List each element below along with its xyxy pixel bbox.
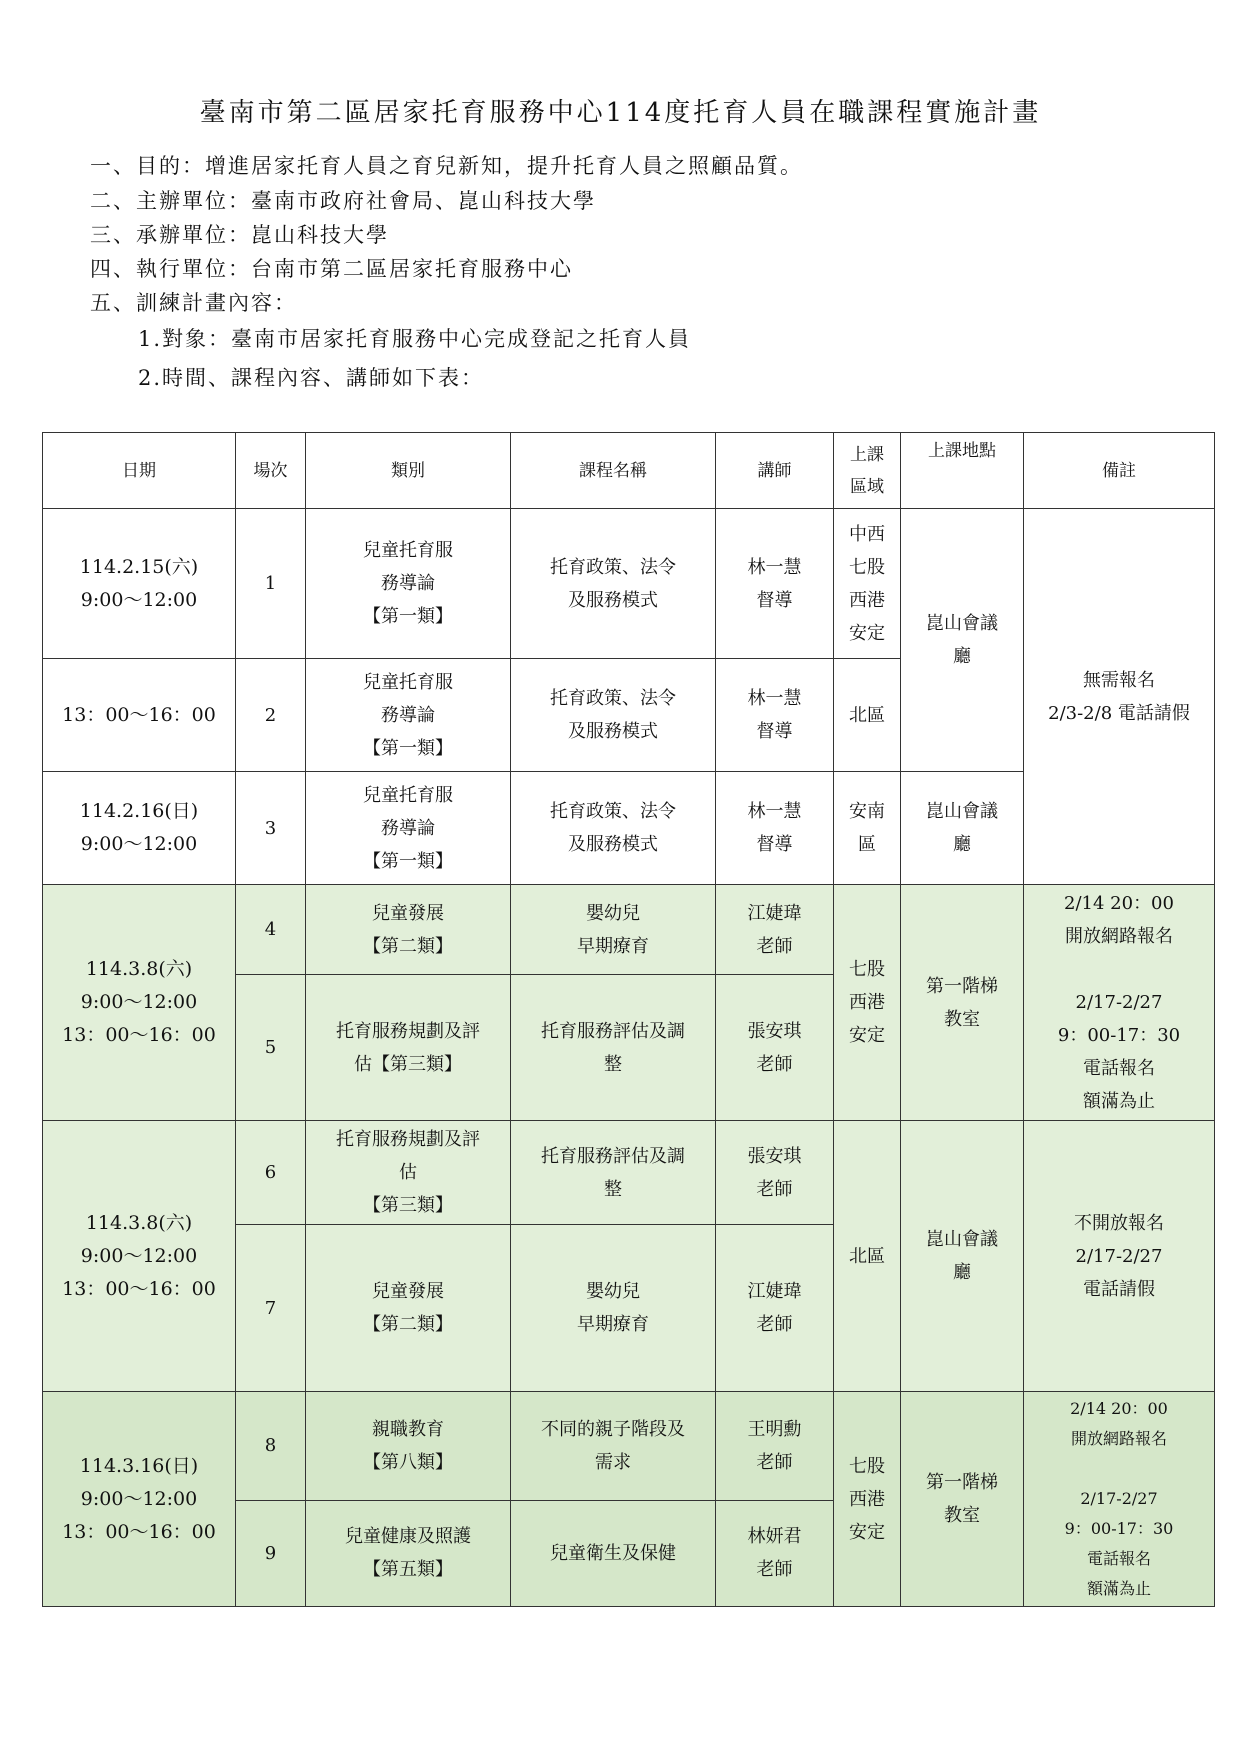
target-subitem: 1.對象：臺南市居家托育服務中心完成登記之托育人員 [138, 327, 692, 351]
table-row [43, 1121, 1215, 1225]
note-cell: 2/14 20：00 開放網路報名 2/17-2/27 9：00-17：30 電話報名 額滿為止 [1024, 885, 1215, 1121]
course-cell: 托育服務評估及調 整 [511, 1121, 716, 1225]
course-cell: 托育服務評估及調 整 [511, 975, 716, 1121]
header-note: 備註 [1024, 433, 1215, 509]
date-cell: 13：00～16：00 [43, 659, 236, 772]
teacher-cell: 王明勳 老師 [716, 1392, 834, 1501]
session-cell: 2 [236, 659, 306, 772]
course-cell: 不同的親子階段及 需求 [511, 1392, 716, 1501]
purpose-item: 一、目的：增進居家托育人員之育兒新知，提升托育人員之照顧品質。 [90, 154, 803, 178]
area-cell: 七股 西港 安定 [834, 1392, 901, 1607]
category-cell: 親職教育 【第八類】 [306, 1392, 511, 1501]
location-cell: 崑山會議 廳 [901, 1121, 1024, 1392]
area-cell: 安南 區 [834, 772, 901, 885]
session-cell: 4 [236, 885, 306, 975]
course-schedule-table [42, 432, 1215, 1607]
teacher-cell: 張安琪 老師 [716, 975, 834, 1121]
course-cell: 兒童衛生及保健 [511, 1500, 716, 1606]
date-cell: 114.2.15(六) 9:00～12:00 [43, 509, 236, 659]
note-cell: 不開放報名 2/17-2/27 電話請假 [1024, 1121, 1215, 1392]
teacher-cell: 林一慧 督導 [716, 659, 834, 772]
date-cell: 114.2.16(日) 9:00～12:00 [43, 772, 236, 885]
header-category: 類別 [306, 433, 511, 509]
training-plan-item: 五、訓練計畫內容： [90, 291, 297, 315]
schedule-subitem: 2.時間、課程內容、講師如下表： [138, 366, 485, 390]
course-cell: 嬰幼兒 早期療育 [511, 885, 716, 975]
header-area: 上課 區域 [834, 433, 901, 509]
page-title: 臺南市第二區居家托育服務中心114度托育人員在職課程實施計畫 [199, 98, 1042, 128]
category-cell: 兒童托育服 務導論 【第一類】 [306, 772, 511, 885]
header-course: 課程名稱 [511, 433, 716, 509]
teacher-cell: 江婕瑋 老師 [716, 1225, 834, 1392]
organizer-item: 二、主辦單位：臺南市政府社會局、崑山科技大學 [90, 189, 596, 213]
header-date: 日期 [43, 433, 236, 509]
area-cell: 中西 七股 西港 安定 [834, 509, 901, 659]
category-cell: 兒童托育服 務導論 【第一類】 [306, 509, 511, 659]
session-cell: 6 [236, 1121, 306, 1225]
note-cell: 無需報名 2/3-2/8 電話請假 [1024, 509, 1215, 885]
course-cell: 托育政策、法令 及服務模式 [511, 509, 716, 659]
session-cell: 7 [236, 1225, 306, 1392]
area-cell: 七股 西港 安定 [834, 885, 901, 1121]
category-cell: 托育服務規劃及評 估【第三類】 [306, 975, 511, 1121]
category-cell: 兒童托育服 務導論 【第一類】 [306, 659, 511, 772]
table-row [43, 509, 1215, 659]
location-cell: 崑山會議 廳 [901, 509, 1024, 772]
category-cell: 托育服務規劃及評 估 【第三類】 [306, 1121, 511, 1225]
date-cell: 114.3.16(日) 9:00～12:00 13：00～16：00 [43, 1392, 236, 1607]
session-cell: 9 [236, 1500, 306, 1606]
course-cell: 嬰幼兒 早期療育 [511, 1225, 716, 1392]
area-cell: 北區 [834, 1121, 901, 1392]
teacher-cell: 林一慧 督導 [716, 509, 834, 659]
date-cell: 114.3.8(六) 9:00～12:00 13：00～16：00 [43, 1121, 236, 1392]
course-cell: 托育政策、法令 及服務模式 [511, 659, 716, 772]
session-cell: 1 [236, 509, 306, 659]
date-cell: 114.3.8(六) 9:00～12:00 13：00～16：00 [43, 885, 236, 1121]
header-teacher: 講師 [716, 433, 834, 509]
session-cell: 5 [236, 975, 306, 1121]
course-cell: 托育政策、法令 及服務模式 [511, 772, 716, 885]
category-cell: 兒童發展 【第二類】 [306, 1225, 511, 1392]
table-row [43, 1392, 1215, 1501]
session-cell: 3 [236, 772, 306, 885]
note-cell: 2/14 20：00 開放網路報名 2/17-2/27 9：00-17：30 電話報名 額滿為止 [1024, 1392, 1215, 1607]
location-cell: 第一階梯 教室 [901, 1392, 1024, 1607]
header-session: 場次 [236, 433, 306, 509]
teacher-cell: 江婕瑋 老師 [716, 885, 834, 975]
teacher-cell: 張安琪 老師 [716, 1121, 834, 1225]
category-cell: 兒童發展 【第二類】 [306, 885, 511, 975]
category-cell: 兒童健康及照護 【第五類】 [306, 1500, 511, 1606]
header-location: 上課地點 [901, 433, 1024, 509]
executor-item: 四、執行單位：台南市第二區居家托育服務中心 [90, 257, 573, 281]
contractor-item: 三、承辦單位：崑山科技大學 [90, 223, 389, 247]
teacher-cell: 林妍君 老師 [716, 1500, 834, 1606]
teacher-cell: 林一慧 督導 [716, 772, 834, 885]
area-cell: 北區 [834, 659, 901, 772]
location-cell: 崑山會議 廳 [901, 772, 1024, 885]
header-row [43, 433, 1215, 509]
location-cell: 第一階梯 教室 [901, 885, 1024, 1121]
session-cell: 8 [236, 1392, 306, 1501]
table-row [43, 885, 1215, 975]
